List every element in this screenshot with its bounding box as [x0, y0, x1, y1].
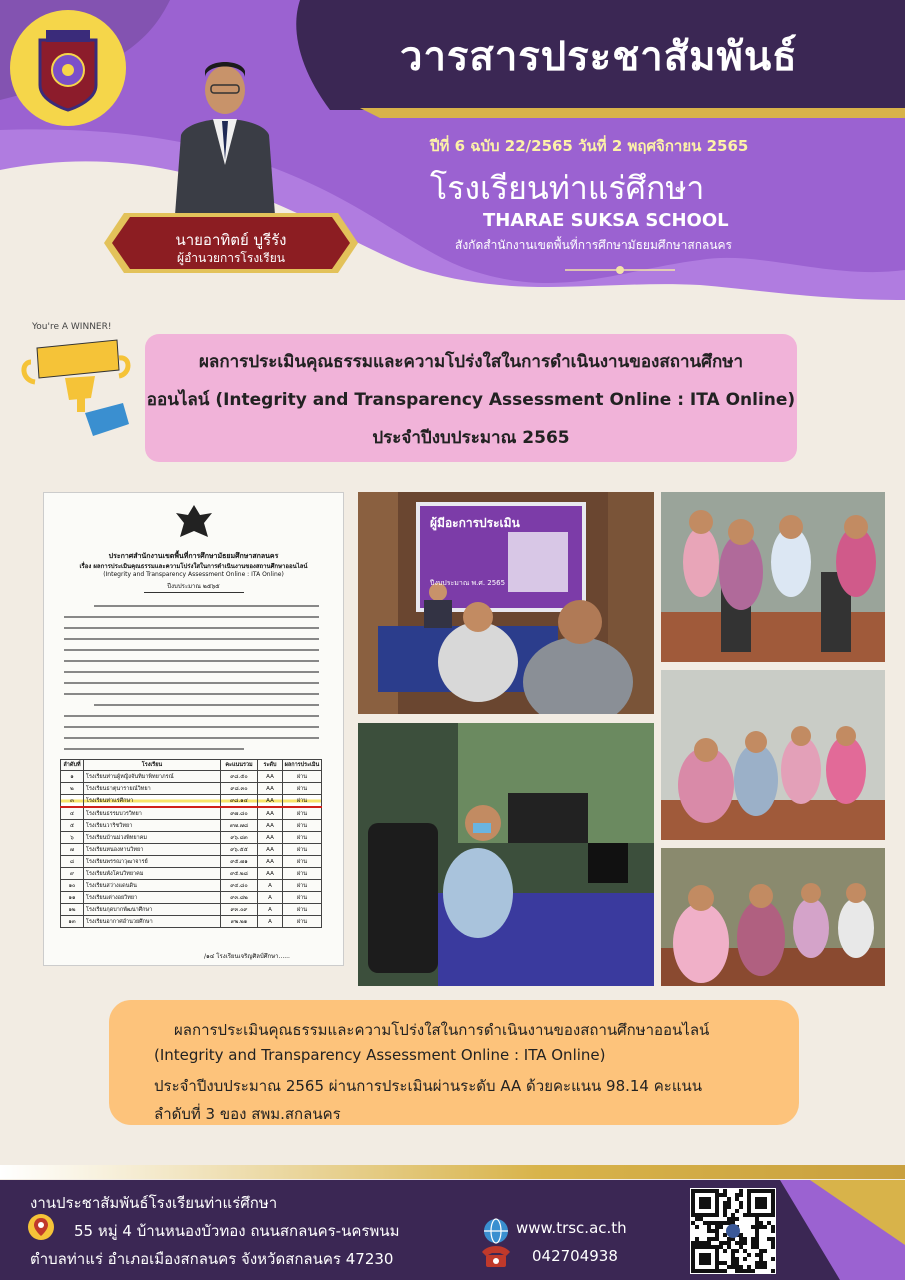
table-cell: ๙๗.๗๘ — [221, 820, 258, 832]
location-pin-icon — [27, 1213, 55, 1241]
summary-line-2: (Integrity and Transparency Assessment Online : ITA Online) — [154, 1046, 606, 1064]
table-row — [61, 783, 322, 795]
footer-website[interactable]: www.trsc.ac.th — [516, 1219, 627, 1237]
table-cell: A — [258, 916, 283, 928]
journal-title: วารสารประชาสัมพันธ์ — [400, 34, 798, 80]
table-cell: โรงเรียนท่าแร่ศึกษา — [84, 795, 221, 808]
table-cell: ผ่าน — [283, 807, 322, 820]
table-cell: ผ่าน — [283, 892, 322, 904]
table-cell: ผ่าน — [283, 916, 322, 928]
table-cell: ๑๒ — [61, 904, 84, 916]
footer-address-1: 55 หมู่ 4 บ้านหนองบัวทอง ถนนสกลนคร-นครพนม — [74, 1222, 400, 1240]
table-row — [61, 892, 322, 904]
headline-line-2: ออนไลน์ (Integrity and Transparency Assessment Online : ITA Online) — [146, 390, 796, 410]
table-cell: ๒ — [61, 783, 84, 795]
results-table — [60, 759, 322, 928]
table-cell: ผ่าน — [283, 904, 322, 916]
table-cell: ๙๓.๐๙ — [221, 904, 258, 916]
director-photo — [165, 55, 285, 215]
table-cell: AA — [258, 856, 283, 868]
table-cell: ๙๔.๘๐ — [221, 880, 258, 892]
doc-title-2: เรื่อง ผลการประเมินคุณธรรมและความโปร่งใสในการดำเนินงานของสถานศึกษาออนไลน์ — [79, 563, 308, 570]
table-header-cell: ผลการประเมิน — [283, 760, 322, 771]
table-row — [61, 832, 322, 844]
table-cell: ๙๗.๘๐ — [221, 807, 258, 820]
table-cell: ผ่าน — [283, 820, 322, 832]
table-row — [61, 856, 322, 868]
logo-emblem-icon — [10, 10, 126, 126]
table-cell: ๙๒.๒๑ — [221, 916, 258, 928]
table-cell: โรงเรียนวาริชวิทยา — [84, 820, 221, 832]
table-cell: ๑๑ — [61, 892, 84, 904]
table-cell: ผ่าน — [283, 856, 322, 868]
footer-gold-stripe — [0, 1165, 905, 1179]
table-cell: โรงเรียนเต่างอยวิทยา — [84, 892, 221, 904]
doc-body-text — [64, 601, 324, 751]
doc-title-3: (Integrity and Transparency Assessment Online : ITA Online) — [103, 571, 284, 578]
table-cell: ๑๓ — [61, 916, 84, 928]
winner-badge-text: You're A WINNER! — [32, 322, 112, 332]
table-row — [61, 820, 322, 832]
table-cell: ๑๐ — [61, 880, 84, 892]
table-cell: AA — [258, 771, 283, 783]
table-cell: A — [258, 892, 283, 904]
table-cell: ๙๓.๘๒ — [221, 892, 258, 904]
table-cell: ๙๘.๕๐ — [221, 771, 258, 783]
table-cell: ผ่าน — [283, 868, 322, 880]
photo-speaker — [358, 723, 654, 986]
table-cell: ๔ — [61, 807, 84, 820]
table-cell: ๙๖.๕๕ — [221, 844, 258, 856]
table-cell: AA — [258, 844, 283, 856]
photo-audience-1 — [661, 492, 885, 662]
table-cell: ๘ — [61, 856, 84, 868]
photo-audience-3 — [661, 848, 885, 986]
director-position: ผู้อำนวยการโรงเรียน — [177, 251, 285, 265]
table-cell: ๙๘.๑๔ — [221, 795, 258, 808]
table-row — [61, 844, 322, 856]
table-cell: โรงเรียนพังโคนวิทยาคม — [84, 868, 221, 880]
director-name: นายอาทิตย์ บูรีรัง — [175, 231, 287, 249]
issue-info: ปีที่ 6 ฉบับ 22/2565 วันที่ 2 พฤศจิกายน 2565 — [430, 137, 749, 155]
table-cell: AA — [258, 868, 283, 880]
table-cell: ผ่าน — [283, 844, 322, 856]
school-name-english: THARAE SUKSA SCHOOL — [483, 210, 729, 231]
table-row — [61, 807, 322, 820]
table-row — [61, 868, 322, 880]
table-cell: AA — [258, 807, 283, 820]
table-cell: โรงเรียนสว่างแดนดิน — [84, 880, 221, 892]
table-header — [61, 760, 322, 771]
table-cell: ผ่าน — [283, 771, 322, 783]
garuda-emblem-icon — [174, 503, 214, 543]
slide-title: ผู้มีอะการประเมิน — [430, 516, 520, 530]
table-cell: โรงเรียนหนองหานวิทยา — [84, 844, 221, 856]
table-row — [61, 795, 322, 808]
headline-line-3: ประจำปีงบประมาณ 2565 — [372, 428, 570, 448]
footer-address-2: ตำบลท่าแร่ อำเภอเมืองสกลนคร จังหวัดสกลนคร 47230 — [30, 1250, 394, 1268]
table-row — [61, 904, 322, 916]
table-cell: ๙๕.๗๑ — [221, 856, 258, 868]
table-cell: ๕ — [61, 820, 84, 832]
table-cell: โรงเรียนกุดบากพัฒนาศึกษา — [84, 904, 221, 916]
table-cell: ๙๕.๒๘ — [221, 868, 258, 880]
table-cell: โรงเรียนบ้านม่วงพิทยาคม — [84, 832, 221, 844]
footer-corner-decoration — [780, 1165, 905, 1280]
table-cell: ๙๘.๓๐ — [221, 783, 258, 795]
table-cell: ๖ — [61, 832, 84, 844]
announcement-document — [43, 492, 344, 966]
table-cell: ๗ — [61, 844, 84, 856]
table-cell: โรงเรียนธรรมบวรวิทยา — [84, 807, 221, 820]
doc-title-1: ประกาศสำนักงานเขตพื้นที่การศึกษามัธยมศึกษาสกลนคร — [108, 552, 279, 560]
table-row — [61, 916, 322, 928]
table-cell: A — [258, 880, 283, 892]
phone-icon — [480, 1244, 512, 1268]
table-row — [61, 771, 322, 783]
table-cell: A — [258, 904, 283, 916]
table-header-cell: คะแนนรวม — [221, 760, 258, 771]
table-cell: โรงเรียนอากาศอำนวยศึกษา — [84, 916, 221, 928]
footer-org: งานประชาสัมพันธ์โรงเรียนท่าแร่ศึกษา — [30, 1194, 278, 1212]
table-cell: ๓ — [61, 795, 84, 808]
slide-year: ปีงบประมาณ พ.ศ. 2565 — [430, 579, 506, 587]
school-name-thai: โรงเรียนท่าแร่ศึกษา — [430, 169, 705, 207]
table-cell: โรงเรียนพรรณาวุฒาจารย์ — [84, 856, 221, 868]
table-header-cell: โรงเรียน — [84, 760, 221, 771]
doc-footnote: /๑๔ โรงเรียนเจริญศิลป์ศึกษา...... — [204, 953, 290, 960]
doc-title-4: ปีงบประมาณ ๒๕๖๕ — [167, 583, 220, 590]
table-cell: โรงเรียนท่านผู้หญิงจันทิมาพิทยาภรณ์ — [84, 771, 221, 783]
table-cell: AA — [258, 820, 283, 832]
trophy-icon — [15, 318, 135, 438]
table-cell: ผ่าน — [283, 832, 322, 844]
table-cell: AA — [258, 783, 283, 795]
summary-line-3: ประจำปีงบประมาณ 2565 ผ่านการประเมินผ่านระดับ AA ด้วยคะแนน 98.14 คะแนน — [154, 1077, 702, 1095]
photo-meeting-projector — [358, 492, 654, 714]
headline-line-1: ผลการประเมินคุณธรรมและความโปร่งใสในการดำเนินงานของสถานศึกษา — [198, 352, 744, 372]
table-header-cell: ระดับ — [258, 760, 283, 771]
table-cell: ผ่าน — [283, 783, 322, 795]
photo-audience-2 — [661, 670, 885, 840]
table-cell: โรงเรียนธาตุนารายณ์วิทยา — [84, 783, 221, 795]
summary-line-1: ผลการประเมินคุณธรรมและความโปร่งใสในการดำเนินงานของสถานศึกษาออนไลน์ — [174, 1021, 710, 1039]
table-cell: AA — [258, 832, 283, 844]
table-cell: ๙ — [61, 868, 84, 880]
table-cell: AA — [258, 795, 283, 808]
table-cell: ผ่าน — [283, 880, 322, 892]
table-header-cell: ลำดับที่ — [61, 760, 84, 771]
table-row — [61, 880, 322, 892]
qr-code-icon[interactable] — [690, 1188, 776, 1274]
table-cell: ๙๖.๘๓ — [221, 832, 258, 844]
table-cell: ผ่าน — [283, 795, 322, 808]
summary-line-4: ลำดับที่ 3 ของ สพม.สกลนคร — [154, 1105, 341, 1123]
footer-phone[interactable]: 042704938 — [532, 1247, 618, 1265]
table-cell: ๑ — [61, 771, 84, 783]
school-affiliation: สังกัดสำนักงานเขตพื้นที่การศึกษามัธยมศึกษาสกลนคร — [455, 238, 733, 252]
globe-icon — [483, 1218, 509, 1244]
